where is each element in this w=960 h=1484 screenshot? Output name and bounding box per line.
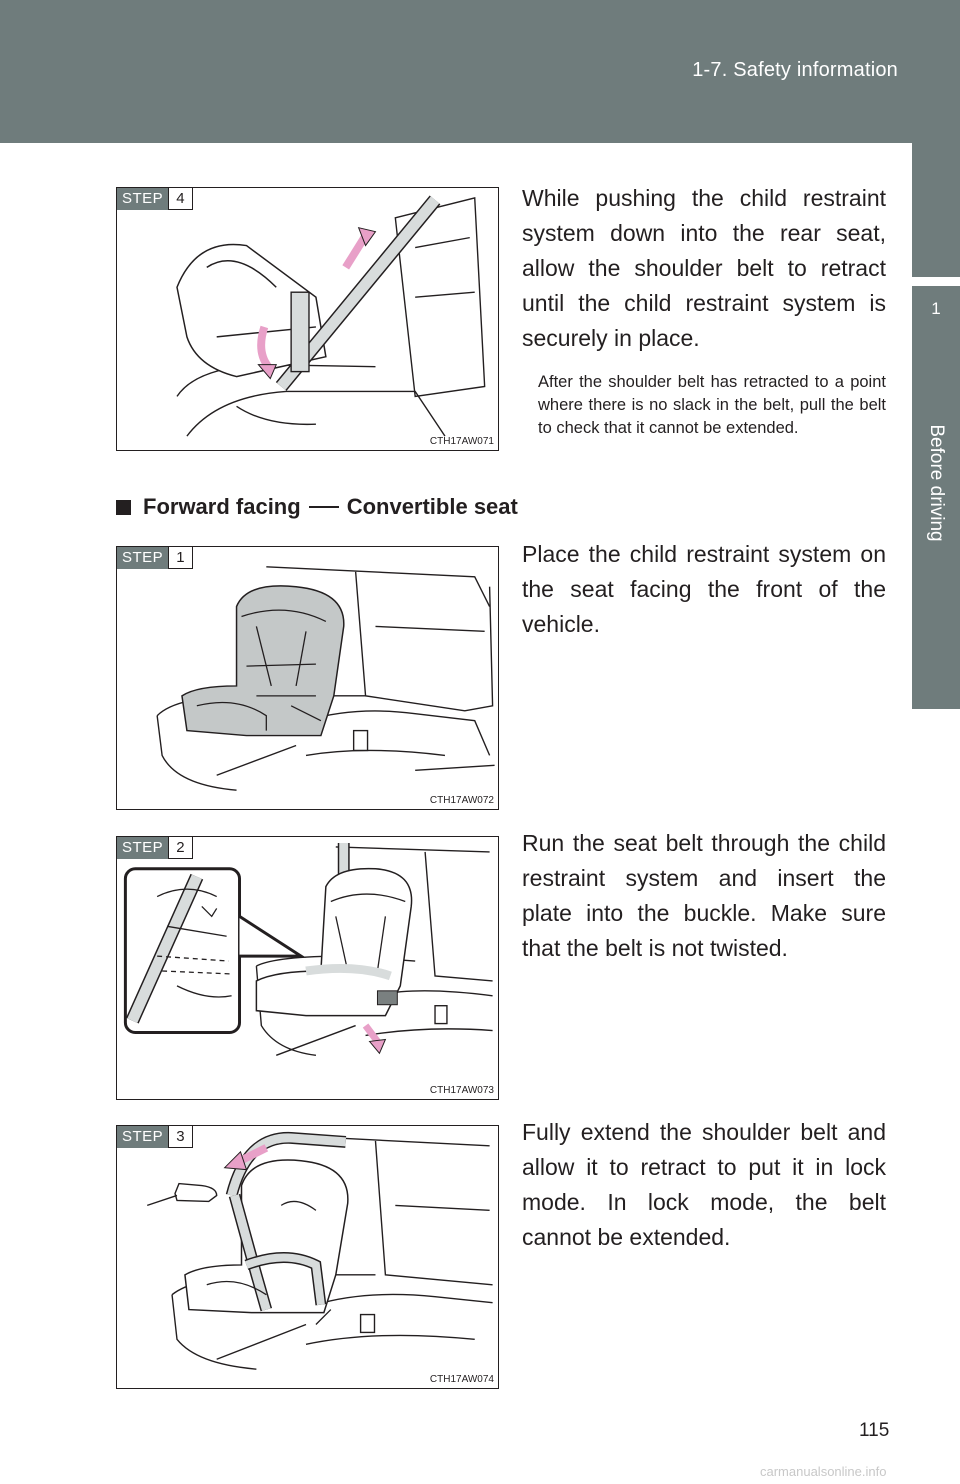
figure-code: CTH17AW072 — [429, 795, 494, 806]
section-heading — [116, 494, 518, 520]
step-badge — [117, 837, 193, 859]
figure-step-2 — [116, 836, 499, 1100]
step-badge — [117, 547, 193, 569]
figure-code: CTH17AW071 — [429, 436, 494, 447]
convertible-seat-illustration — [117, 547, 498, 809]
chapter-number: 1 — [931, 299, 941, 318]
step-badge — [117, 188, 193, 210]
step-number: 4 — [168, 188, 192, 210]
step-4-text: While pushing the child restraint system down into the rear seat, allow the shoulder belt to retract until the child restraint system is securely in place. — [522, 185, 886, 351]
step-word: STEP — [117, 1126, 168, 1148]
heading-right: Convertible seat — [346, 494, 518, 519]
step-word: STEP — [117, 837, 168, 859]
figure-step-4 — [116, 187, 499, 451]
page-header — [0, 0, 960, 143]
figure-code: CTH17AW073 — [429, 1085, 494, 1096]
section-title: 1-7. Safety information — [692, 59, 898, 81]
step-badge — [117, 1126, 193, 1148]
figure-code: CTH17AW074 — [429, 1374, 494, 1385]
step-number: 3 — [168, 1126, 192, 1148]
belt-routing-illustration — [117, 837, 498, 1099]
step-number: 1 — [168, 547, 192, 569]
em-dash-icon — [309, 506, 339, 508]
step-2-text: Run the seat belt through the child restraint system and insert the plate into the buckle. Make sure that the belt is not twisted. — [522, 830, 886, 961]
step-word: STEP — [117, 547, 168, 569]
page-number: 115 — [859, 1420, 890, 1441]
side-strip-top — [912, 143, 960, 277]
side-strip-active — [912, 286, 960, 709]
infant-seat-illustration — [117, 188, 498, 450]
step-word: STEP — [117, 188, 168, 210]
step-1-text: Place the child restraint system on the seat facing the front of the vehicle. — [522, 541, 886, 637]
chapter-label: Before driving — [926, 424, 947, 542]
side-tab — [912, 143, 960, 1484]
figure-step-3 — [116, 1125, 499, 1389]
square-bullet-icon — [116, 500, 131, 515]
lock-mode-illustration — [117, 1126, 498, 1388]
step-number: 2 — [168, 837, 192, 859]
step-4-note: After the shoulder belt has retracted to a point where there is no slack in the belt, pull the belt to check that it cannot be extended. — [538, 373, 886, 437]
heading-left: Forward facing — [143, 494, 301, 519]
figure-step-1 — [116, 546, 499, 810]
step-3-text: Fully extend the shoulder belt and allow it to retract to put it in lock mode. In lock mode, the belt cannot be extended. — [522, 1119, 886, 1250]
watermark: carmanualsonline.info — [760, 1464, 887, 1479]
